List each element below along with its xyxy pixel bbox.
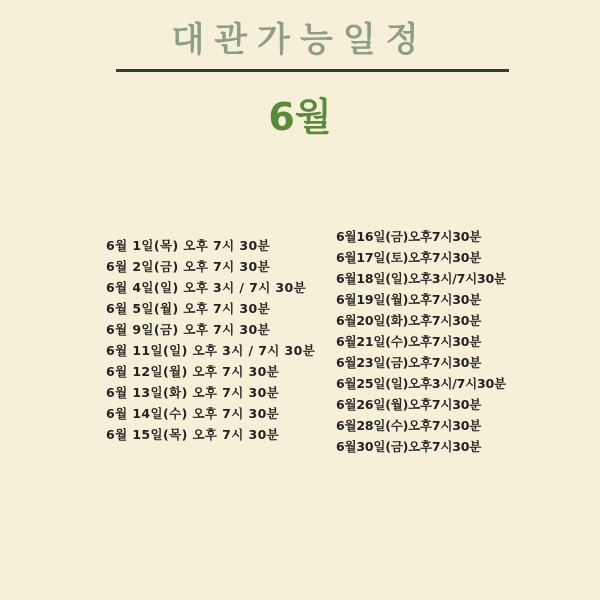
schedule-item: 6월17일(토)오후7시30분 — [336, 250, 482, 265]
month-heading: 6월 — [268, 95, 332, 139]
schedule-item: 6월 14일(수) 오후 7시 30분 — [106, 406, 280, 421]
schedule-item: 6월 15일(목) 오후 7시 30분 — [106, 427, 280, 442]
schedule-item: 6월23일(금)오후7시30분 — [336, 355, 482, 370]
schedule-item: 6월30일(금)오후7시30분 — [336, 439, 482, 454]
schedule-item: 6월 12일(월) 오후 7시 30분 — [106, 364, 280, 379]
schedule-item: 6월16일(금)오후7시30분 — [336, 229, 482, 244]
schedule-item: 6월 9일(금) 오후 7시 30분 — [106, 322, 271, 337]
schedule-list-right — [336, 226, 506, 457]
schedule-item: 6월18일(일)오후3시/7시30분 — [336, 271, 506, 286]
schedule-item: 6월 11일(일) 오후 3시 / 7시 30분 — [106, 343, 316, 358]
schedule-item: 6월19일(월)오후7시30분 — [336, 292, 482, 307]
page-title: 대관가능일정 — [171, 20, 429, 60]
schedule-item: 6월25일(일)오후3시/7시30분 — [336, 376, 506, 391]
schedule-item: 6월 5일(월) 오후 7시 30분 — [106, 301, 271, 316]
schedule-list-left — [106, 235, 315, 445]
schedule-item: 6월 4일(일) 오후 3시 / 7시 30분 — [106, 280, 307, 295]
schedule-item: 6월 1일(목) 오후 7시 30분 — [106, 238, 271, 253]
schedule-item: 6월 13일(화) 오후 7시 30분 — [106, 385, 280, 400]
schedule-item: 6월26일(월)오후7시30분 — [336, 397, 482, 412]
title-divider — [116, 69, 509, 72]
schedule-item: 6월21일(수)오후7시30분 — [336, 334, 482, 349]
schedule-item: 6월28일(수)오후7시30분 — [336, 418, 482, 433]
schedule-item: 6월 2일(금) 오후 7시 30분 — [106, 259, 271, 274]
schedule-item: 6월20일(화)오후7시30분 — [336, 313, 482, 328]
